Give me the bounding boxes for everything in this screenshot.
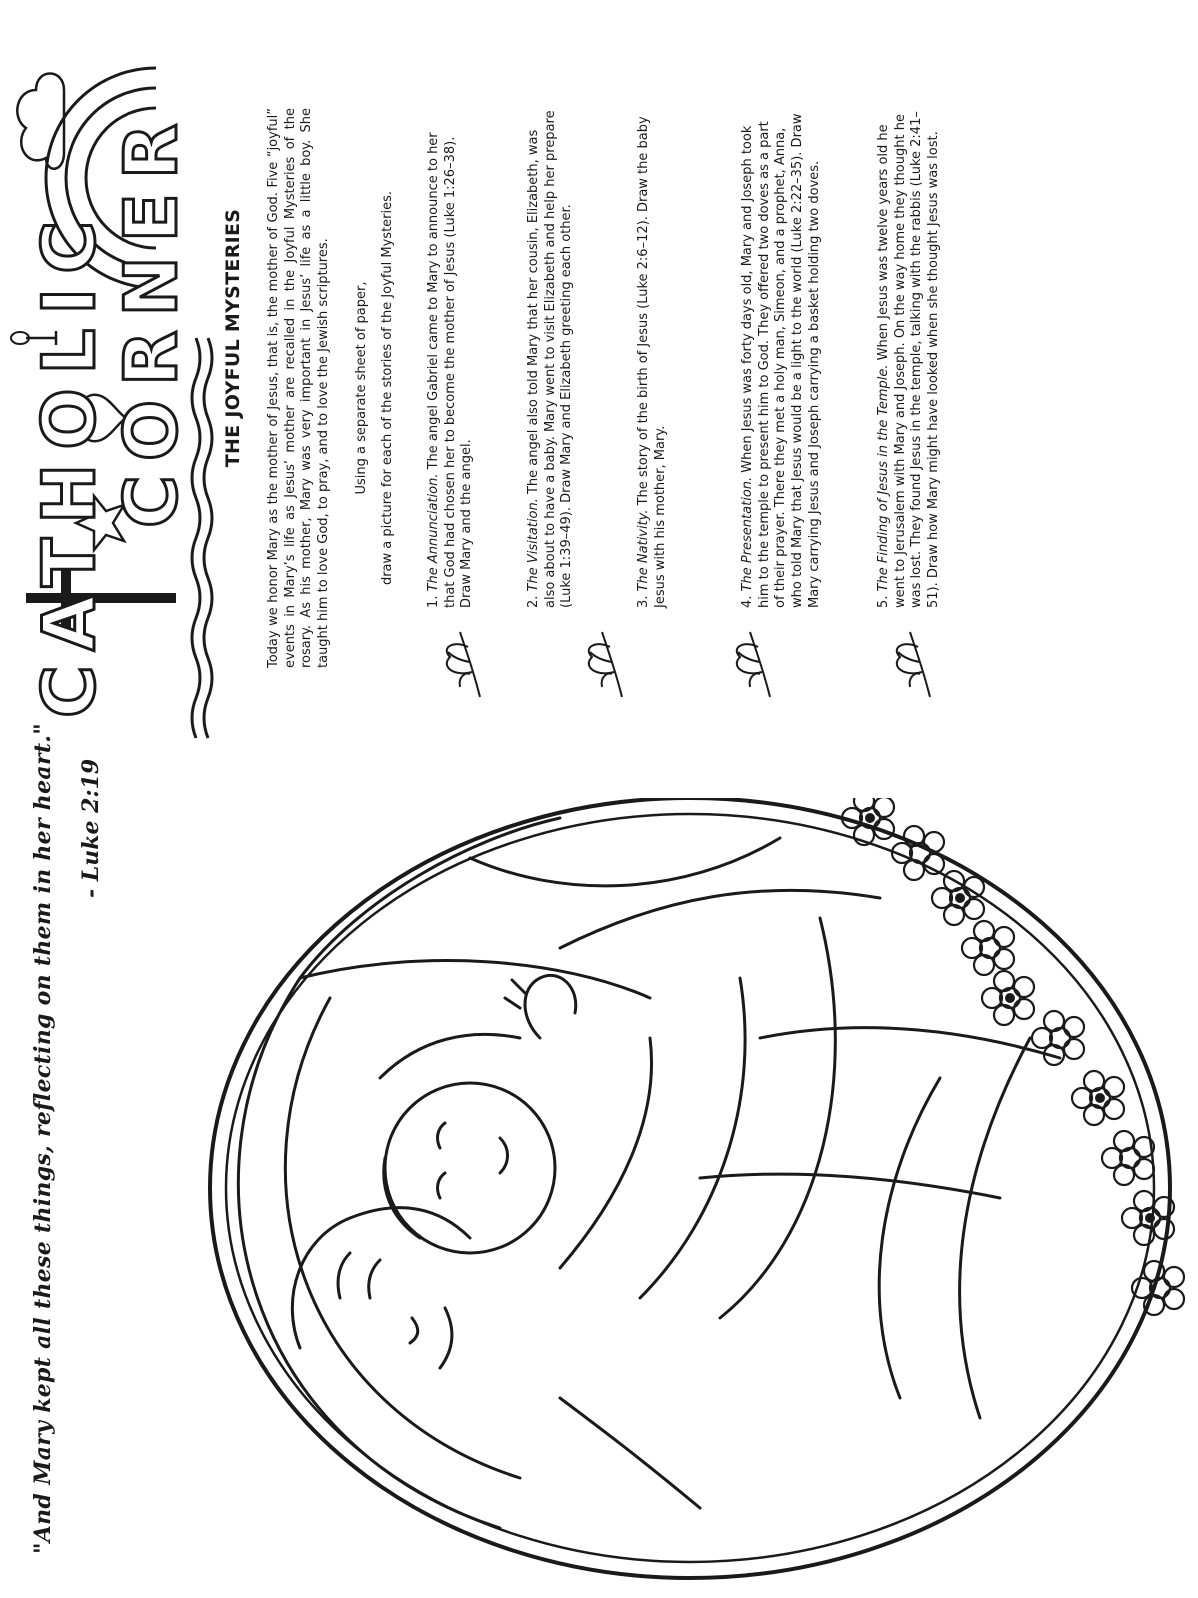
mystery-name: The Nativity. (636, 509, 651, 592)
catholic-corner-logo (6, 18, 216, 758)
mystery-item-2 (526, 108, 576, 608)
page-title: THE JOYFUL MYSTERIES (222, 208, 244, 468)
illustration-panel (0, 722, 1198, 1598)
scripture-reference: - Luke 2:19 (78, 758, 104, 898)
lily-flower-icon (430, 628, 490, 702)
mystery-name: The Visitation. (526, 498, 541, 592)
mystery-number: 2. (526, 595, 541, 608)
mystery-name: The Finding of Jesus in the Temple. (876, 364, 891, 592)
lily-flower-icon (720, 628, 780, 702)
intro-paragraph: Today we honor Mary as the mother of Jesus, that is, the mother of God. Five “joyful” events in Mary’s life as Jesus’ mother are recalled in the Joyful Mysteries of the rosary. As his mother, Mary was very important in Jesus’ life as a little boy. She taught him to love God, to pray, and to love the Jewish scriptures. (266, 108, 331, 668)
flower-garland (842, 798, 1184, 1315)
instructions-line-1: Using a separate sheet of paper, (354, 281, 369, 495)
mystery-item-1 (426, 108, 476, 608)
oval-frame (210, 798, 1170, 1578)
mystery-number: 4. (740, 595, 755, 608)
lily-flower-icon (572, 628, 632, 702)
mystery-text: The angel Gabriel came to Mary to announce to her that God had chosen her to become the mother of Jesus (Luke 1:26–38). Draw Mary and the angel. (426, 132, 475, 608)
mystery-text: The story of the birth of Jesus (Luke 2:6–12). Draw the baby Jesus with his mother, Mary. (636, 116, 668, 608)
logo-line2: CORNER (109, 109, 193, 528)
mystery-name: The Annunciation. (426, 473, 441, 592)
logo-line1: CATHOLIC (27, 206, 111, 718)
mystery-text: The angel also told Mary that her cousin, Elizabeth, was also about to have a baby. Mary went to visit Elizabeth and help her prepare (Luke 1:39–49). Draw Mary and Elizabeth greeting each other. (526, 110, 575, 608)
mystery-number: 1. (426, 595, 441, 608)
scripture-quote: "And Mary kept all these things, reflecting on them in her heart." (30, 722, 56, 1554)
mystery-item-4 (740, 108, 823, 608)
mystery-text: When Jesus was twelve years old he went to Jerusalem with Mary and Joseph. On the way home they thought he was lost. They found Jesus in the temple, talking with the rabbis (Luke 2:41–51). Draw how Mary might have looked when she thought Jesus was lost. (876, 111, 941, 608)
mystery-number: 3. (636, 595, 651, 608)
mystery-number: 5. (876, 595, 891, 608)
mystery-item-3 (636, 108, 669, 608)
text-panel (0, 0, 1198, 768)
instructions-line-2: draw a picture for each of the stories of the Joyful Mysteries. (380, 190, 395, 586)
mystery-text: When Jesus was forty days old, Mary and Joseph took him to the temple to present him to God. They offered two doves as a part of their prayer. There they met a holy man, Simeon, and a prophet, Anna, who told Mary that Jesus would be a light to the world (Luke 2:22–35). Draw Mary carrying Jesus and Joseph carrying a basket holding two doves. (740, 113, 822, 608)
mary-and-child-illustration (0, 798, 1198, 1598)
mystery-name: The Presentation. (740, 476, 755, 592)
lily-flower-icon (880, 628, 940, 702)
mystery-item-5 (876, 108, 943, 608)
